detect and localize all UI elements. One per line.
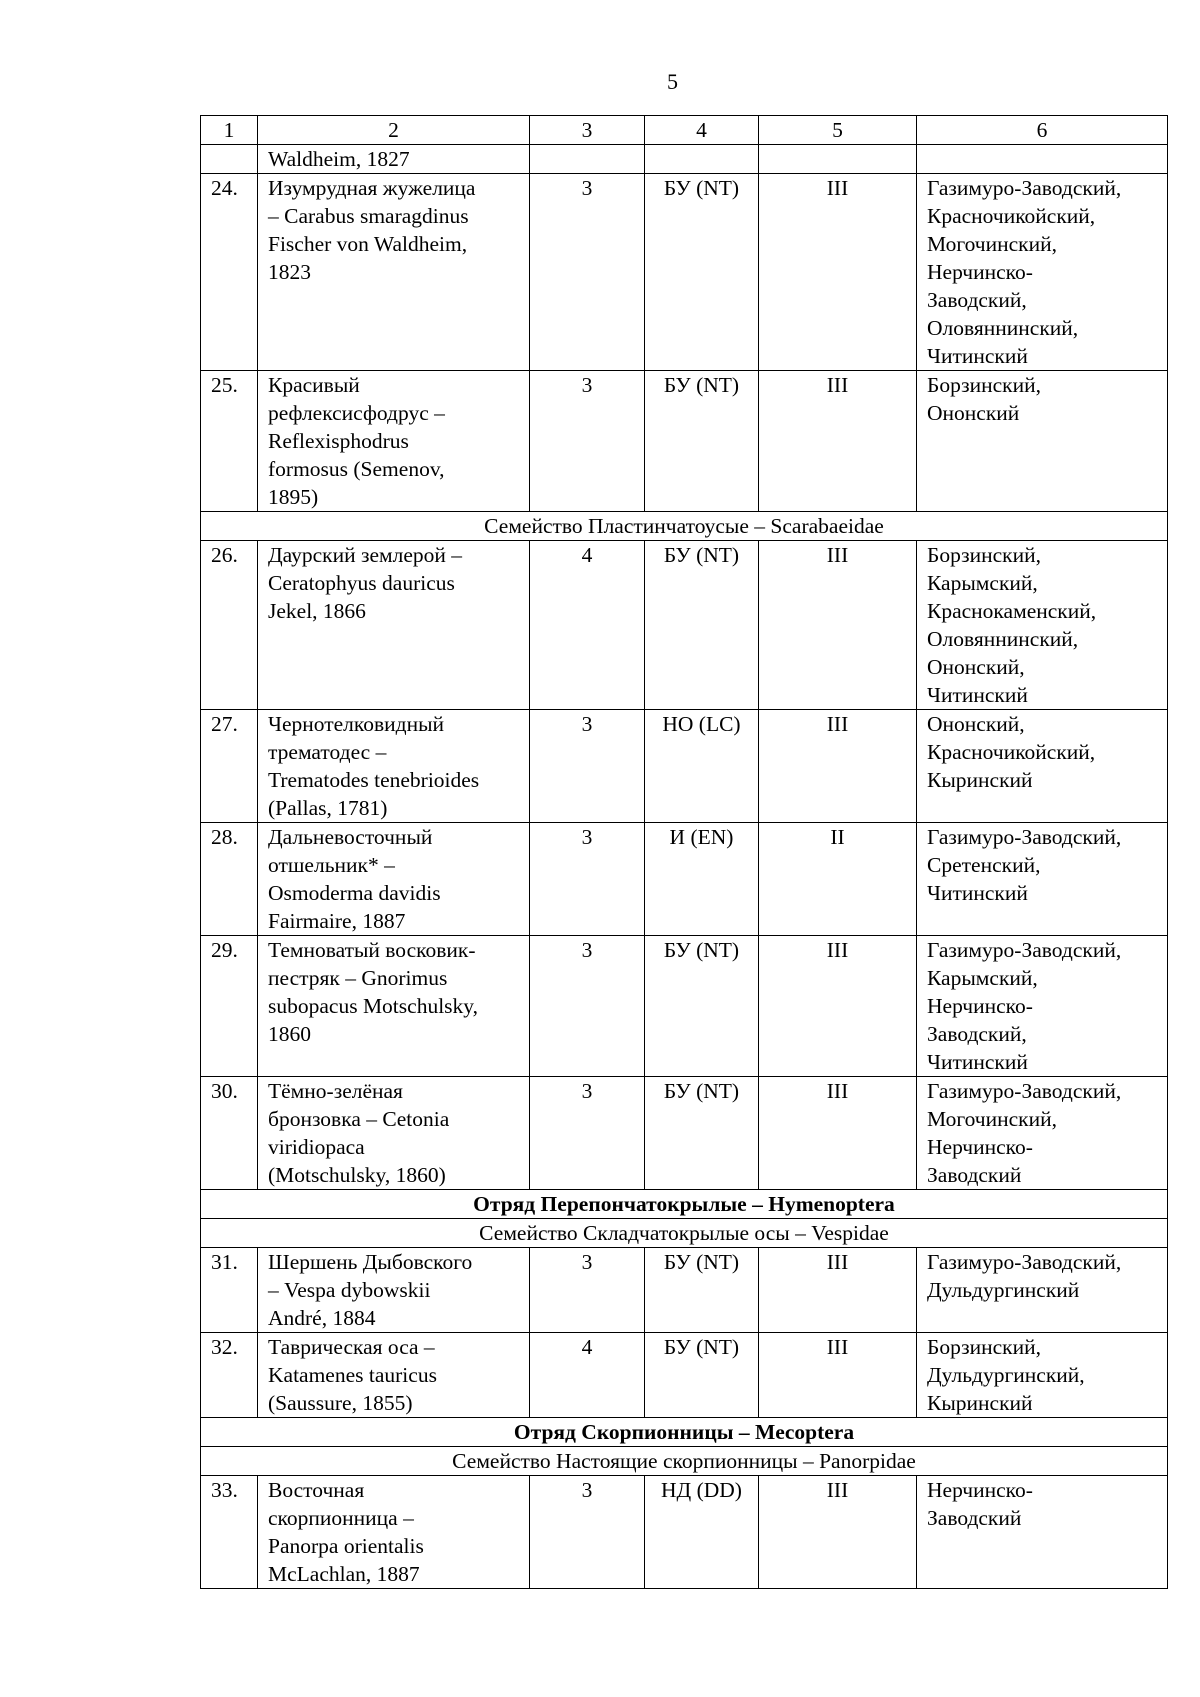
family-heading: Семейство Складчатокрылые осы – Vespidae [201, 1219, 1168, 1248]
species-table [200, 115, 1168, 1589]
status-cell: БУ (NT) [645, 541, 759, 710]
table-row [201, 174, 1168, 371]
priority-cell: III [759, 1248, 917, 1333]
status-cell: НД (DD) [645, 1476, 759, 1589]
species-name-cell: Дальневосточный отшельник* – Osmoderma davidis Fairmaire, 1887 [258, 823, 530, 936]
table-row [201, 1476, 1168, 1589]
status-cell: БУ (NT) [645, 936, 759, 1077]
status-cell: БУ (NT) [645, 371, 759, 512]
column-header: 2 [258, 116, 530, 145]
category-cell: 3 [530, 1476, 645, 1589]
districts-cell: Газимуро-Заводский, Сретенский, Читинский [917, 823, 1168, 936]
row-number-cell: 25. [201, 371, 258, 512]
status-cell: И (EN) [645, 823, 759, 936]
column-header: 3 [530, 116, 645, 145]
priority-cell: III [759, 1476, 917, 1589]
table-row [201, 541, 1168, 710]
districts-cell [917, 145, 1168, 174]
species-name-cell: Таврическая оса – Katamenes tauricus (Saussure, 1855) [258, 1333, 530, 1418]
table-row [201, 710, 1168, 823]
category-cell: 3 [530, 1248, 645, 1333]
column-header: 6 [917, 116, 1168, 145]
family-heading-row [201, 512, 1168, 541]
districts-cell: Борзинский, Дульдургинский, Кыринский [917, 1333, 1168, 1418]
row-number-cell: 32. [201, 1333, 258, 1418]
family-heading: Семейство Настоящие скорпионницы – Panorpidae [201, 1447, 1168, 1476]
order-heading: Отряд Перепончатокрылые – Hymenoptera [201, 1190, 1168, 1219]
column-header: 1 [201, 116, 258, 145]
districts-cell: Газимуро-Заводский, Красночикойский, Могочинский, Нерчинско- Заводский, Оловяннинский, Читинский [917, 174, 1168, 371]
priority-cell: III [759, 936, 917, 1077]
column-header: 4 [645, 116, 759, 145]
table-row [201, 1077, 1168, 1190]
species-name-cell: Даурский землерой – Ceratophyus dauricus Jekel, 1866 [258, 541, 530, 710]
category-cell: 3 [530, 1077, 645, 1190]
species-name-cell: Чернотелковидный трематодес – Trematodes tenebrioides (Pallas, 1781) [258, 710, 530, 823]
row-number-cell: 27. [201, 710, 258, 823]
species-name-cell: Изумрудная жужелица – Carabus smaragdinus Fischer von Waldheim, 1823 [258, 174, 530, 371]
row-number-cell: 31. [201, 1248, 258, 1333]
districts-cell: Газимуро-Заводский, Дульдургинский [917, 1248, 1168, 1333]
page-number: 5 [667, 69, 678, 94]
order-heading: Отряд Скорпионницы – Mecoptera [201, 1418, 1168, 1447]
status-cell: БУ (NT) [645, 174, 759, 371]
row-number-cell [201, 145, 258, 174]
table-row [201, 371, 1168, 512]
category-cell: 3 [530, 371, 645, 512]
order-heading-row [201, 1190, 1168, 1219]
category-cell: 3 [530, 174, 645, 371]
table-row [201, 823, 1168, 936]
priority-cell: III [759, 1333, 917, 1418]
districts-cell: Ононский, Красночикойский, Кыринский [917, 710, 1168, 823]
priority-cell: III [759, 541, 917, 710]
table-row [201, 936, 1168, 1077]
species-name-cell: Waldheim, 1827 [258, 145, 530, 174]
category-cell: 3 [530, 710, 645, 823]
priority-cell: II [759, 823, 917, 936]
species-name-cell: Темноватый восковик- пестряк – Gnorimus subopacus Motschulsky, 1860 [258, 936, 530, 1077]
priority-cell: III [759, 1077, 917, 1190]
districts-cell: Борзинский, Ононский [917, 371, 1168, 512]
species-name-cell: Красивый рефлексисфодрус – Reflexisphodrus formosus (Semenov, 1895) [258, 371, 530, 512]
districts-cell: Нерчинско- Заводский [917, 1476, 1168, 1589]
districts-cell: Газимуро-Заводский, Могочинский, Нерчинско- Заводский [917, 1077, 1168, 1190]
family-heading: Семейство Пластинчатоусые – Scarabaeidae [201, 512, 1168, 541]
status-cell: БУ (NT) [645, 1077, 759, 1190]
species-name-cell: Тёмно-зелёная бронзовка – Cetonia viridiopaca (Motschulsky, 1860) [258, 1077, 530, 1190]
category-cell: 4 [530, 1333, 645, 1418]
row-number-cell: 29. [201, 936, 258, 1077]
category-cell: 3 [530, 936, 645, 1077]
status-cell: НО (LC) [645, 710, 759, 823]
category-cell: 4 [530, 541, 645, 710]
status-cell [645, 145, 759, 174]
family-heading-row [201, 1447, 1168, 1476]
priority-cell: III [759, 710, 917, 823]
status-cell: БУ (NT) [645, 1248, 759, 1333]
priority-cell: III [759, 371, 917, 512]
species-name-cell: Шершень Дыбовского – Vespa dybowskii André, 1884 [258, 1248, 530, 1333]
status-cell: БУ (NT) [645, 1333, 759, 1418]
header-row [201, 116, 1168, 145]
order-heading-row [201, 1418, 1168, 1447]
row-number-cell: 26. [201, 541, 258, 710]
priority-cell: III [759, 174, 917, 371]
column-header: 5 [759, 116, 917, 145]
priority-cell [759, 145, 917, 174]
districts-cell: Борзинский, Карымский, Краснокаменский, Оловяннинский, Ононский, Читинский [917, 541, 1168, 710]
row-number-cell: 30. [201, 1077, 258, 1190]
category-cell [530, 145, 645, 174]
continuation-row [201, 145, 1168, 174]
species-name-cell: Восточная скорпионница – Panorpa orientalis McLachlan, 1887 [258, 1476, 530, 1589]
family-heading-row [201, 1219, 1168, 1248]
row-number-cell: 28. [201, 823, 258, 936]
table-row [201, 1333, 1168, 1418]
row-number-cell: 24. [201, 174, 258, 371]
row-number-cell: 33. [201, 1476, 258, 1589]
category-cell: 3 [530, 823, 645, 936]
districts-cell: Газимуро-Заводский, Карымский, Нерчинско- Заводский, Читинский [917, 936, 1168, 1077]
table-row [201, 1248, 1168, 1333]
